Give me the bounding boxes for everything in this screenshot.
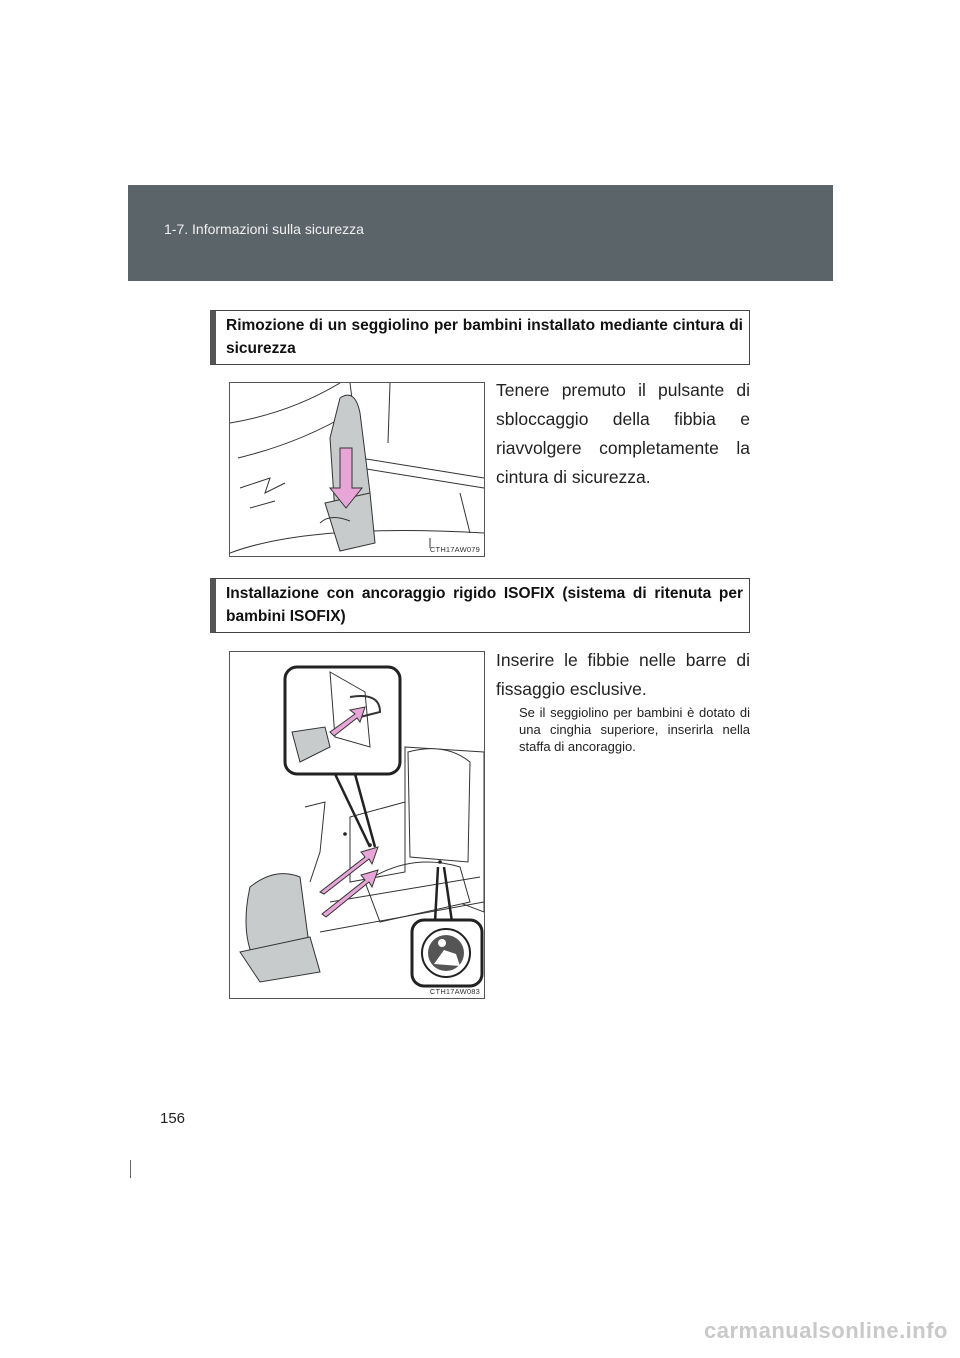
figure-isofix-installation [229,651,485,999]
section-heading-removal: Rimozione di un seggiolino per bambini installato mediante cintura di sicurezza [210,310,750,365]
page-number: 156 [160,1110,186,1127]
instruction-text-isofix: Inserire le fibbie nelle barre di fissaggio esclusive. [496,650,750,699]
figure-code: CTH17AW079 [429,545,480,554]
note-top-tether: Se il seggiolino per bambini è dotato di una cinghia superiore, inserirla nella staffa di ancoraggio. [519,705,750,754]
buckle-release-illustration [230,383,484,556]
header-bar [128,185,833,281]
watermark: carmanualsonline.info [704,1318,948,1343]
figure-buckle-release [229,382,485,557]
section-heading-isofix: Installazione con ancoraggio rigido ISOFIX (sistema di ritenuta per bambini ISOFIX) [210,578,750,633]
figure-code: CTH17AW083 [429,987,480,996]
isofix-illustration [230,652,484,998]
section-breadcrumb: 1-7. Informazioni sulla sicurezza [164,221,364,237]
margin-mark [130,1160,131,1178]
instruction-text-removal: Tenere premuto il pulsante di sbloccaggio della fibbia e riavvolgere completamente la cintura di sicurezza. [496,380,750,487]
